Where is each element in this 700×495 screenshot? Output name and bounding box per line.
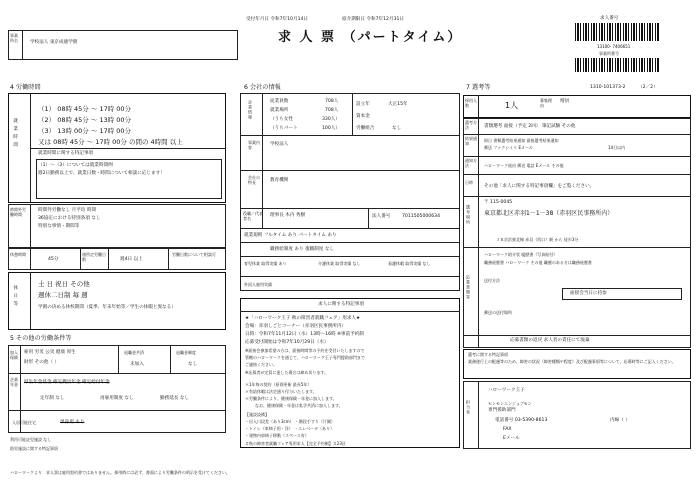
housing-label: 入居可能住宅 (12, 420, 36, 425)
section-5-heading: 5 その他の労働条件等 (10, 335, 72, 342)
return-note: 応募書類の返戻 求人者の責任にて廃棄 (510, 338, 590, 343)
hire-count: 1人 (505, 101, 519, 110)
employees-women-label: （うち女性 (270, 117, 293, 122)
holiday-2: 週休二日制 毎 週 (38, 291, 88, 299)
office-name-label: 事業所名 (10, 33, 18, 43)
pension-label: 企業年金 (10, 377, 18, 387)
postal-code: 〒 115-0045 (484, 200, 513, 205)
office-name: 学校法人 東京成徳学園 (30, 40, 78, 45)
special-line: ※面接会参加希望の方は、面接時間等の予約を受付いたしますので (245, 348, 365, 353)
work-hours-special-1: （1）～（3）については就業時間例 (38, 163, 113, 168)
page-number: （2／2） (638, 85, 658, 90)
business: 学校法人 (270, 142, 289, 147)
weekly-days-note: 労働日数について相談可 (172, 252, 216, 257)
contact-label: 担当者 (466, 400, 471, 415)
contact-kana: センモンエンジョブモン (488, 401, 532, 406)
special-line: なお、健康保険・年金は私学共済に加入します。 (255, 403, 343, 408)
contact-extension: 内線（ ） (610, 418, 630, 423)
holiday-label: 休 日 等 (12, 285, 18, 307)
employees-site: 708人 (325, 108, 339, 113)
received-date: 受付年月日 令和7年10月14日 (246, 17, 309, 22)
hire-count-label: 採用人数 (465, 98, 477, 108)
office-number-label: 事業所番号 (599, 51, 619, 56)
retirement-system-label: 退職金制度 (176, 350, 196, 355)
result-1: 即日 書類選考結果通知 面接選考結果通知 (484, 138, 559, 143)
retirement-system-value: なし (188, 362, 198, 367)
care-leave: 介護休業 取得実績 なし (318, 261, 361, 266)
access: ＪＲ京浜東北線 赤羽（西口）駅 から 徒歩3分 (496, 237, 579, 242)
rest-label: 休憩時間 (10, 252, 26, 257)
disaster-facility-note: 防災施設に関する特記事項 (10, 446, 58, 451)
corporate-number: 7011505000634 (402, 214, 440, 219)
pay-system: 職務給制度 あり 復職制度 なし (270, 247, 335, 252)
special-line: ★「ハローワーク王子 秋の障害者就職フェア」用求人★ (245, 316, 361, 321)
date-label: 日時 (465, 180, 473, 185)
corporate-number-label: 法人番号 (372, 214, 391, 219)
shift-3: （3） 13時 00分 ～ 17時 00分 (38, 127, 132, 135)
docs-label: 応募書類等 (466, 275, 471, 300)
send-address-label: 郵送の送付場所 (484, 310, 512, 315)
section-6-heading: 6 会社の情報 (244, 84, 281, 91)
special-line: ご連絡ください。 (245, 362, 277, 367)
union-label: 労働組合 (356, 126, 375, 131)
housing: 単身用 あり (60, 420, 85, 425)
foreign-employment: 外国人雇用実績 (244, 282, 272, 287)
selection-method: 書類選考 面接（予定 2回） 筆記試験 その他 (484, 124, 576, 129)
selection-date: その他「求人に関する特記事項欄」をご覧ください。 (484, 184, 595, 189)
representative-label: 役職／代表者名 (243, 211, 263, 221)
notice-label: 通知方法 (465, 158, 477, 168)
employees-women: 330人） (322, 117, 340, 122)
special-line: 応募受付開始は令和7年10月29日（水） (245, 340, 329, 345)
contact-phone: 電話番号 03-5390-8613 (495, 418, 548, 423)
special-line: 会場：赤羽しごとコーナー（赤羽区民事務所内） (245, 324, 347, 329)
feature: 教育機関 (270, 178, 289, 183)
place-label: 選考場所 (466, 205, 471, 225)
special-line: 管轄のハローワークを通じて、ハローワーク王子専門援助部門まで (245, 355, 365, 360)
retirement-age: 定年制 なし (40, 396, 65, 401)
overtime-label: 時間外労働時間 (10, 207, 26, 217)
childcare-leave: 育児休業 取得実績 あり (244, 261, 287, 266)
special-notes-heading: 求人に関する特記事項 (318, 302, 364, 307)
overtime-2: 36協定における特別条項 なし (38, 216, 101, 221)
special-line: ＊労働条件により、健康保険・年金に加入します。 (245, 396, 337, 401)
rehire: 再雇用制度 なし (100, 396, 134, 401)
footer-note: ハローワークより：求人票は雇用契約書ではありません。採用時には必ず、書面により労働条件の明示を受けてください。 (10, 470, 230, 475)
barcode-icon (575, 58, 660, 72)
feature-label: 会社の特長 (248, 175, 260, 185)
founded-label: 設立年 (356, 102, 370, 107)
send-method: 送付方法 (484, 278, 500, 283)
section-4-heading: 4 労働時間 (10, 84, 41, 91)
expiry-date: 紹介期限日 令和7年12月31日 (342, 17, 405, 22)
employees-site-label: 就業場所 (270, 108, 289, 113)
holiday-3: 学園の決める休校期間（夏季、年末年始等／学生の休暇と異なる） (38, 305, 176, 310)
extension: 勤務延長 なし (160, 396, 190, 401)
contact-email: Eメール (503, 436, 520, 441)
send-method-detail: 面接会当日に持参 (570, 291, 607, 296)
overtime-3: 特別な事情・期間等 (38, 224, 80, 229)
weekly-days: 週4日 以上 (120, 257, 143, 262)
job-number: 13100- 7406651 (597, 44, 631, 49)
representative: 理事長 木内 秀樹 (270, 213, 306, 218)
selection-tips: 業務遂行上の配慮等のため、障害の状況（障害種類や程度）及び配慮事項等について、応募時等にご記入ください。 (468, 359, 676, 364)
selection-tips-label: 選考に関する特記事項 (468, 352, 508, 357)
rest-value: 45分 (48, 257, 59, 262)
docs-1: ハローワーク紹介状 履歴書（写真貼付） (484, 252, 558, 257)
special-line: 【施設設備】 (245, 412, 269, 417)
special-line: ・建物内車椅子移動（スペース有） (245, 433, 309, 438)
work-hours-special-2: 週2日勤務以上で、就業日数・時間について相談に応じます！ (38, 171, 165, 176)
capital-label: 資本金 (356, 114, 370, 119)
company-info-label: 企業情報 (248, 100, 253, 120)
contact-fax: FAX (503, 427, 512, 432)
contact-office: ハローワーク王子 (488, 388, 525, 393)
work-hours-special-title: 就業時間に関する特記事項 (38, 151, 94, 156)
employees-total: 708人 (325, 99, 339, 104)
reason-label: 募集理由 (540, 98, 552, 108)
retirement-mutual-label: 退職金共済 (124, 350, 144, 355)
business-label: 事業内容 (248, 140, 260, 150)
insurance-2: 財形 その他（ ） (24, 360, 60, 365)
special-line: ・出入口段差（あり3cm） ・階段手すり（片側） (245, 419, 335, 424)
special-line: 日時：令和7年11月12日（水）13時～16時 ※事前予約制 (245, 332, 364, 337)
shift-1: （1） 08時 45分 ～ 17時 00分 (38, 105, 132, 113)
special-line: ・トイレ（車椅子用・洋） ・エレベータ（あり） (245, 426, 335, 431)
nursing-leave: 看護休暇 取得実績 なし (388, 261, 431, 266)
pension: 厚生年金基金 確定拠出年金 確定給付年金 (24, 380, 110, 385)
shift-alternative: 又は 08時 45分 ～ 17時 00分 の間の 4時間 以上 (38, 138, 183, 146)
notice-method: ハローワーク経由 郵送 電話 Eメール その他 (484, 163, 564, 168)
employees-total-label: 従業員数 (270, 99, 289, 104)
weekly-days-label: 週所定労働日数 (82, 252, 106, 262)
insurance-1: 雇用 労災 公災 健康 厚生 (24, 350, 76, 355)
employees-part: 100人） (322, 126, 340, 131)
reason: 増員 (560, 99, 570, 104)
overtime-1: 時間外労働なし 月平均 時間 (38, 208, 97, 213)
founded: 大正15年 (388, 102, 408, 107)
special-line: ＊1年毎の契約（原則更新 最長5年） (245, 382, 312, 387)
result-label: 結果通知 (465, 136, 477, 146)
retirement-mutual-value: 未加入 (130, 362, 144, 367)
result-days: 14日以内 (608, 145, 626, 150)
childcare-facility: 利用可能託児施設 なし (10, 437, 52, 442)
method-label: 選考方法 (465, 120, 477, 130)
job-number-label: 求人番号 (600, 16, 619, 21)
union: なし (392, 126, 402, 131)
shift-2: （2） 08時 45分 ～ 13時 00分 (38, 116, 132, 124)
selection-address: 東京都北区赤羽1－1－38（赤羽区民事務所内） (484, 210, 614, 217)
section-7-heading: 7 選考等 (466, 84, 491, 91)
page-title: 求 人 票 （パートタイム） (278, 30, 463, 45)
special-line: ＊有給休暇は法定通り付与いたします。 (245, 389, 317, 394)
special-line: ※応募者が定員に達した場合は締め切ります。 (245, 370, 329, 375)
work-rules: 就業規則 フルタイム あり パートタイム あり (244, 233, 337, 238)
office-number: 1310-101373-2 (590, 85, 626, 90)
holiday-1: 土 日 祝日 その他 (38, 280, 90, 288)
result-2: 郵送 ファクシミリ Eメール (484, 145, 533, 150)
special-line: ＃秋の障害者就職フェア専用求人【完全予約制】＃23区 (245, 441, 346, 446)
docs-2: 職務経歴書 ハローワーク その他 職歴のある方は職務経歴書 (484, 260, 592, 265)
contact-department: 専門援助部門 (488, 408, 516, 413)
employees-part-label: （うちパート (270, 126, 298, 131)
barcode-icon (575, 23, 660, 41)
insurance-label: 加入保険 (10, 350, 18, 360)
work-hours-label: 就 業 時 間 (12, 118, 18, 148)
